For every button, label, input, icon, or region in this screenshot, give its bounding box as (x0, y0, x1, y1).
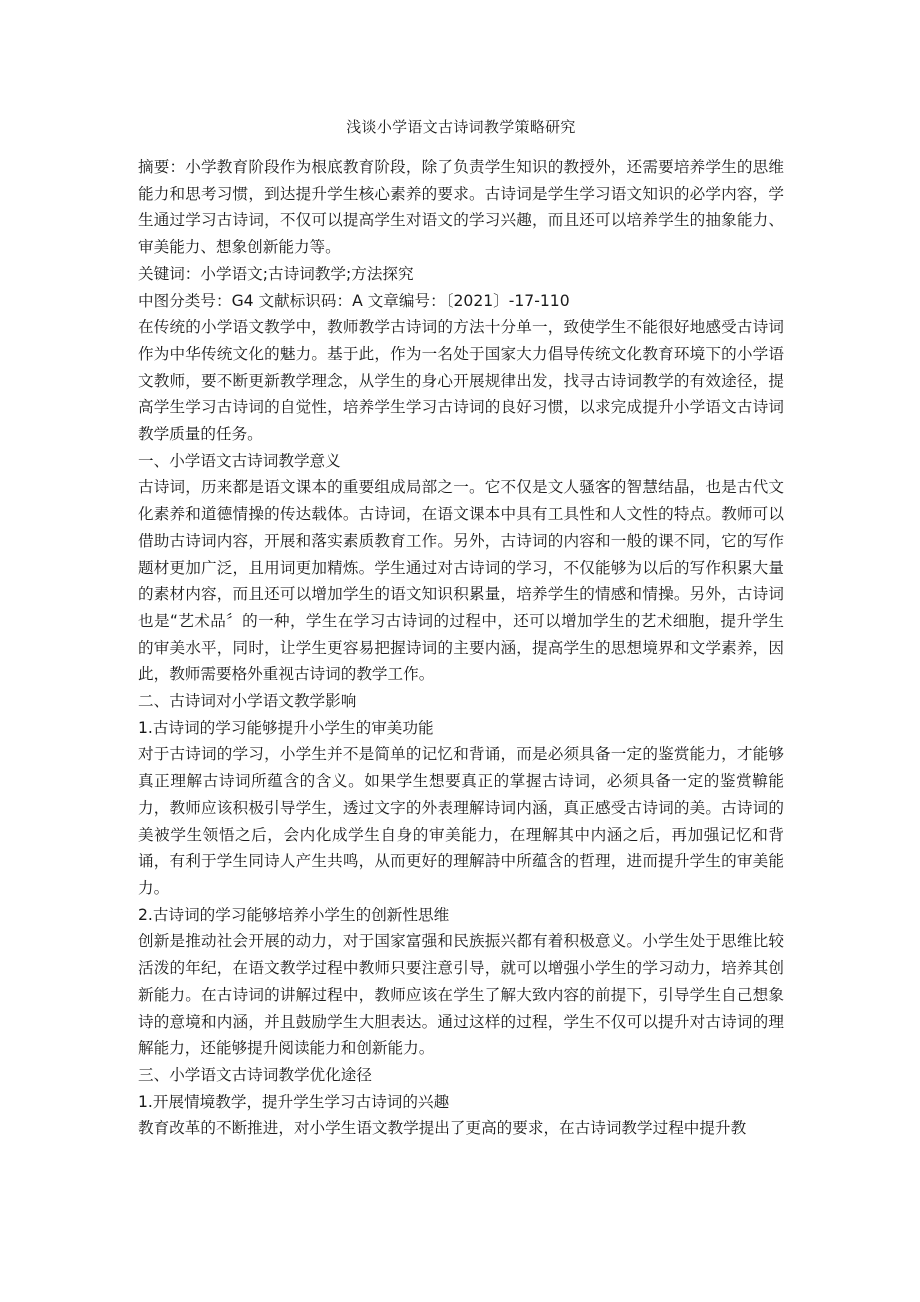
section-heading-3: 三、小学语文古诗词教学优化途径 (138, 1065, 372, 1084)
subsection-3-1-paragraph: 教育改革的不断推进，对小学生语文教学提出了更高的要求，在古诗词教学过程中提升教 (138, 1119, 747, 1138)
section-heading-2: 二、古诗词对小学语文教学影响 (138, 692, 357, 711)
subsection-heading-2-1: 1.古诗词的学习能够提升小学生的审美功能 (138, 718, 434, 737)
document-body (138, 154, 784, 1142)
classification-line: 中图分类号：G4 文献标识码：A 文章编号：〔2021〕-17-110 (138, 291, 570, 310)
keywords-line: 关键词：小学语文;古诗词教学;方法探究 (138, 264, 414, 283)
abstract-paragraph: 摘要：小学教育阶段作为根底教育阶段，除了负责学生知识的教授外，还需要培养学生的思维能力和思考习惯，到达提升学生核心素养的要求。古诗词是学生学习语文知识的必学内容，学生通过学习古诗词，不仅可以提高学生对语文的学习兴趣，而且还可以培养学生的抽象能力、审美能力、想象创新能力等。 (138, 158, 784, 257)
subsection-heading-3-1: 1.开展情境教学，提升学生学习古诗词的兴趣 (138, 1092, 450, 1111)
subsection-2-2-paragraph: 创新是推动社会开展的动力，对于国家富强和民族振兴都有着积极意义。小学生处于思维比较活泼的年纪，在语文教学过程中教师只要注意引导，就可以增强小学生的学习动力，培养其创新能力。在古诗词的讲解过程中，教师应该在学生了解大致内容的前提下，引导学生自己想象诗的意境和内涵，并且鼓励学生大胆表达。通过这样的过程，学生不仅可以提升对古诗词的理解能力，还能够提升阅读能力和创新能力。 (138, 932, 784, 1058)
intro-paragraph: 在传统的小学语文教学中，教师教学古诗词的方法十分单一，致使学生不能很好地感受古诗词作为中华传统文化的魅力。基于此，作为一名处于国家大力倡导传统文化教育环境下的小学语文教师，要不断更新教学理念，从学生的身心开展规律出发，找寻古诗词教学的有效途径，提高学生学习古诗词的自觉性，培养学生学习古诗词的良好习惯，以求完成提升小学语文古诗词教学质量的任务。 (138, 318, 784, 444)
section-heading-1: 一、小学语文古诗词教学意义 (138, 451, 341, 470)
section-1-paragraph: 古诗词，历来都是语文课本的重要组成局部之一。它不仅是文人骚客的智慧结晶，也是古代文化素养和道德情操的传达载体。古诗词，在语文课本中具有工具性和人文性的特点。教师可以借助古诗词内容，开展和落实素质教育工作。另外，古诗词的内容和一般的课不同，它的写作题材更加广泛，且用词更加精炼。学生通过对古诗词的学习，不仅能够为以后的写作积累大量的素材内容，而且还可以增加学生的语文知识积累量，培养学生的情感和情操。另外，古诗词也是“艺术品〞的一种，学生在学习古诗词的过程中，还可以增加学生的艺术细胞，提升学生的审美水平，同时，让学生更容易把握诗词的主要内涵，提高学生的思想境界和文学素养，因此，教师需要格外重视古诗词的教学工作。 (138, 478, 784, 684)
subsection-heading-2-2: 2.古诗词的学习能够培养小学生的创新性思维 (138, 905, 450, 924)
subsection-2-1-paragraph: 对于古诗词的学习，小学生并不是简单的记忆和背诵，而是必须具备一定的鉴赏能力，才能够真正理解古诗词所蕴含的含义。如果学生想要真正的掌握古诗词，必须具备一定的鉴赏鞥能力，教师应该积极引导学生，透过文字的外表理解诗词内涵，真正感受古诗词的美。古诗词的美被学生领悟之后，会内化成学生自身的审美能力，在理解其中内涵之后，再加强记忆和背诵，有利于学生同诗人产生共鸣，从而更好的理解詩中所蕴含的哲理，进而提升学生的审美能力。 (138, 745, 784, 897)
document-title: 浅谈小学语文古诗词教学策略研究 (346, 118, 576, 136)
